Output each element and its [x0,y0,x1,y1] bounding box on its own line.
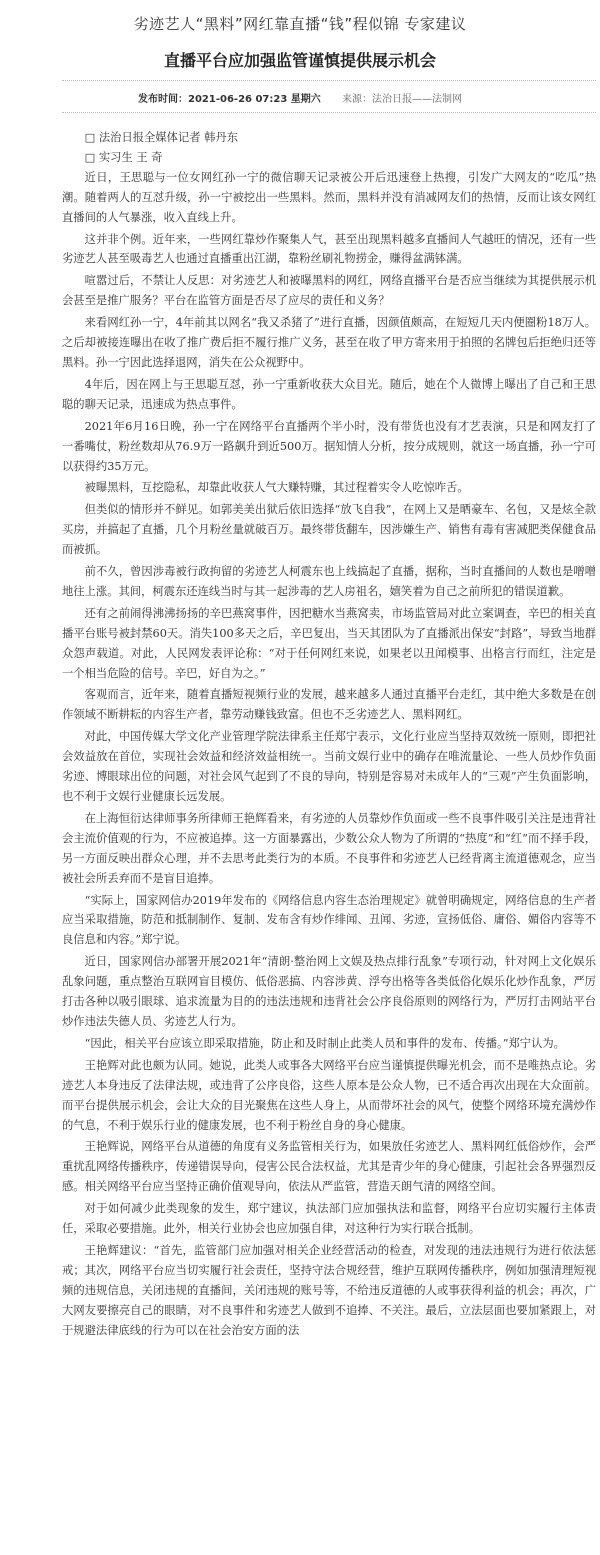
divider [62,80,596,81]
article-paragraph: 在上海恒衍达律师事务所律师王艳辉看来，有劣迹的人员靠炒作负面或一些不良事件吸引关注是违背社会主流价值观的行为，不应被追捧。这一方面暴露出，少数公众人物为了所谓的“热度”和“红”而不择手段，另一方面反映出群众心理，并不去思考此类行为的本质。不良事件和劣迹艺人已经背离主流道德观念，应当被社会所丢弃而不是盲目追捧。 [62,811,596,885]
article-meta [0,90,600,105]
article-paragraph: 前不久，曾因涉毒被行政拘留的劣迹艺人柯震东也上线搞起了直播，据称，当时直播间的人数也是噌噌地往上涨。其间，柯震东还连线当时与其一起涉毒的艺人房祖名，嬉笑着为自己之前所犯的错误道歉。 [62,565,596,598]
article-paragraph: “因此，相关平台应该立即采取措施，防止和及时制止此类人员和事件的发布、传播。”郑宁认为。 [84,1036,565,1050]
article-paragraph: 客观而言，近年来，随着直播短视频行业的发展，越来越多人通过直播平台走红，其中绝大多数是在创作领域不断耕耘的内容生产者，靠劳动赚钱致富。但也不乏劣迹艺人、黑料网红。 [62,688,596,722]
article-paragraph: 王艳辉对此也颇为认同。她说，此类人或事各大网络平台应当谨慎提供曝光机会，而不是唯热点论。劣迹艺人本身违反了法律法规，或违背了公序良俗，这些人原本是公众人物，已不适合再次出现在大众面前。而平台提供展示机会，会让大众的目光聚焦在这些人身上，从而带坏社会的风气，使整个网络环境充满炒作的气息，不利于娱乐行业的健康发展，也不利于粉丝自身的身心健康。 [62,1058,596,1132]
article-paragraph: 被曝黑料，互挖隐私，却靠此收获人气大赚特赚，其过程着实令人吃惊咋舌。 [84,481,469,495]
byline-reporter: □ 法治日报全媒体记者 韩丹东 [84,131,239,144]
article-paragraph: 还有之前闹得沸沸扬扬的辛巴燕窝事件，因把糖水当燕窝卖，市场监管局对此立案调查，辛巴的相关直播平台账号被封禁60天。消失100多天之后，辛巴复出，当天其团队为了直播派出保安“封路”，导致当地群众怨声载道。对此，人民网发表评论称：“对于任何网红来说，如果老以丑闻模事、出格言行而红，注定是一个相当危险的信号。辛巴，好自为之。” [62,606,596,680]
article-paragraph: 这并非个例。近年来，一些网红靠炒作聚集人气，甚至出现黑料越多直播间人气越旺的情况，还有一些劣迹艺人甚至吸毒艺人也通过直播重出江湖，靠粉丝刷礼物捞金，赚得盆满钵满。 [62,232,596,266]
article-paragraph: “实际上，国家网信办2019年发布的《网络信息内容生态治理规定》就曾明确规定，网络信息的生产者应当采取措施，防范和抵制制作、复制、发布含有炒作绯闻、丑闻、劣迹，宣扬低俗、庸俗、媚俗内容等不良信息和内容。”郑宁说。 [62,893,596,947]
article-paragraph: 2021年6月16日晚，孙一宁在网络平台直播两个半小时，没有带货也没有才艺表演，只是和网友打了一番嘴仗，粉丝数却从76.9万一路飙升到近500万。据知情人分析，按分成规则，就这一场直播，孙一宁可以获得约35万元。 [62,419,596,473]
divider [62,112,596,113]
article-paragraph: 王艳辉建议：“首先，监管部门应加强对相关企业经营活动的检查，对发现的违法违规行为进行依法惩戒；其次，网络平台应当切实履行社会责任，坚持守法合规经营，维护互联网传播秩序，例如加强清理短视频的违规信息，关闭违规的直播间，关闭违规的账号等，不给违反道德的人或事获得利益的机会；再次，广大网友要擦亮自己的眼睛，对不良事件和劣迹艺人做到不追捧、不关注。最后，立法层面也要加紧跟上，对于规避法律底线的行为可以在社会治安方面的法 [62,1243,596,1337]
article-paragraph: 对于如何减少此类现象的发生，郑宁建议，执法部门应加强执法和监督，网络平台应切实履行主体责任，采取必要措施。此外，相关行业协会也应加强自律，对这种行为实行联合抵制。 [62,1202,596,1236]
article-paragraph: 喧嚣过后，不禁让人反思：对劣迹艺人和被曝黑料的网红，网络直播平台是否应当继续为其提供展示机会甚至是推广服务？平台在监管方面是否尽了应尽的责任和义务？ [62,274,596,308]
article-paragraph: 王艳辉说，网络平台从道德的角度有义务监管相关行为，如果放任劣迹艺人、黑料网红低俗炒作，会严重扰乱网络传播秩序，传递错误导向，侵害公民合法权益，尤其是青少年的身心健康，引起社会各界强烈反感。相关网络平台应当坚持正确价值观导向，依法从严监管，营造天朗气清的网络空间。 [62,1140,596,1194]
article-source: 来源：法治日报——法制网 [341,94,462,105]
article-paragraph: 对此，中国传媒大学文化产业管理学院法律系主任郑宁表示，文化行业应当坚持双效统一原则，即把社会效益放在首位，实现社会效益和经济效益相统一。当前文娱行业中的确存在唯流量论、一些人员炒作负面劣迹、博眼球出位的问题，对社会风气起到了不良的导向，特别是容易对未成年人的“三观”产生负面影响，也不利于文娱行业健康长远发展。 [62,730,596,803]
article-body [62,128,596,1342]
article-paragraph: 近日，国家网信办部署开展2021年“清朗·整治网上文娱及热点排行乱象”专项行动，针对网上文化娱乐乱象问题，重点整治互联网盲目模仿、低俗恶搞、内容涉黄、浮夸出格等各类低俗化娱乐化炒作乱象，严厉打击各种以吸引眼球、追求流量为目的的违法违规和违背社会公序良俗原则的网络行为，严厉打击网站平台炒作违法失德人员、劣迹艺人行为。 [62,955,596,1028]
article-paragraph: 近日，王思聪与一位女网红孙一宁的微信聊天记录被公开后迅速登上热搜，引发广大网友的“吃瓜”热潮。随着两人的互怼升级，孙一宁被挖出一些黑料。然而，黑料并没有消减网友们的热情，反而让该女网红直播间的人气暴涨，收入直线上升。 [62,170,596,224]
article-subtitle: 劣迹艺人“黑料”网红靠直播“钱”程似锦 专家建议 [133,15,467,33]
publish-time: 发布时间：2021-06-26 07:23 星期六 [138,94,321,105]
article-paragraph: 来看网红孙一宁，4年前其以网名“我又杀猪了”进行直播，因颜值颇高，在短短几天内便圈粉18万人。之后却被接连曝出在收了推广费后拒不履行推广义务，甚至在收了甲方寄来用于拍照的名牌包后拒绝归还等黑料。孙一宁因此选择退网，消失在公众视野中。 [62,316,596,369]
article-title: 直播平台应加强监管谨慎提供展示机会 [163,51,436,70]
article-paragraph: 4年后，因在网上与王思聪互怼，孙一宁重新收获大众目光。随后，她在个人微博上曝出了自己和王思聪的聊天记录，迅速成为热点事件。 [62,377,596,411]
article-paragraph: 但类似的情形并不鲜见。如郭美美出狱后依旧选择“放飞自我”，在网上又是晒豪车、名包，又是炫全款买房，并搞起了直播，几个月粉丝量就破百万。最终带货翻车，因涉嫌生产、销售有毒有害减肥类保健食品而被抓。 [62,503,596,557]
byline-intern: □ 实习生 王 奇 [84,150,163,164]
